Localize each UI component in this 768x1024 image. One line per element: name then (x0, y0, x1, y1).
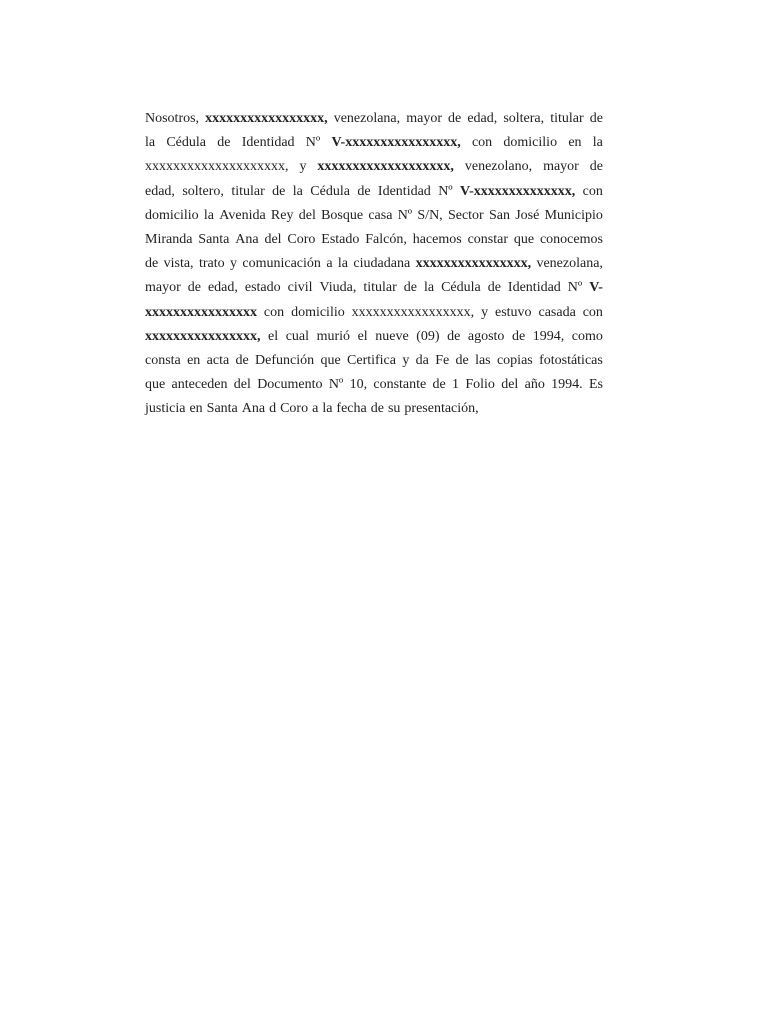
word: Viuda, (319, 280, 357, 296)
word: da (415, 352, 429, 368)
word: cual (285, 328, 310, 344)
word: Rey (270, 207, 294, 223)
word: de (403, 280, 417, 296)
word: mayor (543, 159, 579, 175)
word: Miranda (145, 231, 193, 247)
word: titular (231, 183, 265, 199)
word: Certifica (347, 352, 396, 368)
word: fecha (336, 401, 367, 417)
word: Cédula (166, 135, 206, 151)
word: trato (198, 256, 225, 272)
word: a (326, 256, 333, 272)
word: conocemos (539, 231, 603, 247)
word: xxxxxxxxxxxxxxxxxxx, (317, 159, 454, 175)
word: soltera, (503, 111, 545, 126)
word: Es (588, 377, 603, 393)
word: venezolano, (464, 159, 533, 175)
word: murió (316, 328, 351, 344)
word: V- (589, 280, 603, 296)
word: la (145, 135, 156, 151)
text-line (145, 301, 603, 325)
word: de (447, 328, 461, 344)
word: de (235, 352, 249, 368)
word: Fe (435, 352, 450, 368)
word: justicia (145, 401, 186, 417)
word: venezolana, (333, 111, 401, 126)
word: de (432, 377, 446, 393)
word: Santa (206, 401, 238, 417)
word: casa (368, 207, 393, 223)
word: José (515, 207, 540, 223)
word: con (582, 304, 603, 320)
word: y (402, 352, 410, 368)
word: la (592, 135, 603, 151)
word: en (187, 352, 201, 368)
word: con (263, 304, 285, 320)
text-line (145, 252, 603, 276)
word: 10, (349, 377, 368, 393)
word: Falcón, (365, 231, 407, 247)
word: con (582, 183, 603, 199)
word: Avenida (219, 207, 266, 223)
word: edad, (145, 183, 175, 199)
word: de (357, 183, 371, 199)
word: que (320, 352, 341, 368)
word: de (589, 111, 603, 126)
word: como (571, 328, 603, 344)
word: 1 (452, 377, 460, 393)
text-line (145, 131, 603, 155)
word: Documento (257, 377, 323, 393)
word: las (475, 352, 491, 368)
text-line (145, 107, 603, 131)
word: Nº (567, 280, 583, 296)
text-line (145, 325, 603, 349)
word: ciudadana (353, 256, 411, 272)
word: comunicación (242, 256, 321, 272)
word: domicilio (291, 304, 345, 320)
text-line (145, 373, 603, 397)
word: que (145, 377, 166, 393)
document-body (145, 107, 603, 421)
word: en (189, 401, 203, 417)
word: de (448, 111, 462, 126)
word: 1994, (532, 328, 565, 344)
word: soltero, (182, 183, 224, 199)
word: la (322, 401, 333, 417)
word: Sector (447, 207, 484, 223)
word: de (370, 401, 384, 417)
word: acta (206, 352, 230, 368)
word: del (298, 207, 316, 223)
word: xxxxxxxxxxxxxxxx, (145, 328, 261, 344)
word: Santa (198, 231, 230, 247)
word: Nº (397, 207, 413, 223)
word: de (455, 352, 469, 368)
word: edad, (207, 280, 238, 296)
word: S/N, (417, 207, 443, 223)
word: San (488, 207, 510, 223)
word: Coro (287, 231, 316, 247)
word: de (487, 280, 501, 296)
word: del (264, 231, 282, 247)
word: Cédula (310, 183, 350, 199)
word: consta (145, 352, 181, 368)
word: Identidad (507, 280, 561, 296)
word: la (337, 256, 349, 272)
word: de (217, 135, 231, 151)
word: la (203, 207, 215, 223)
word: Bosque (321, 207, 364, 223)
word: y (230, 256, 237, 272)
word: agosto (467, 328, 505, 344)
word: xxxxxxxxxxxxxxxxx, (351, 304, 475, 320)
word: de (272, 183, 286, 199)
word: d (269, 401, 277, 417)
word: de (589, 159, 603, 175)
word: titular (550, 111, 584, 126)
word: xxxxxxxxxxxxxxxxxxxx, (145, 159, 289, 175)
word: Folio (465, 377, 495, 393)
word: en (568, 135, 582, 151)
word: Nosotros, (145, 111, 200, 126)
word: venezolana, (536, 256, 603, 272)
word: del (501, 377, 519, 393)
word: xxxxxxxxxxxxxxxx (145, 304, 257, 320)
text-line (145, 349, 603, 373)
text-line (145, 228, 603, 252)
word: la (423, 280, 435, 296)
word: vista, (163, 256, 194, 272)
text-line (145, 204, 603, 228)
text-line (145, 155, 603, 179)
word: la (292, 183, 303, 199)
word: (09) (416, 328, 440, 344)
word: copias (496, 352, 533, 368)
word: Coro (280, 401, 309, 417)
word: fotostáticas (539, 352, 603, 368)
word: año (524, 377, 545, 393)
word: Ana (241, 401, 266, 417)
word: Cédula (441, 280, 481, 296)
word: titular (363, 280, 397, 296)
word: Nº (438, 183, 453, 199)
word: domicilio (145, 207, 199, 223)
word: a (312, 401, 319, 417)
word: Defunción (255, 352, 315, 368)
word: Estado (321, 231, 360, 247)
word: el (357, 328, 368, 344)
word: hacemos (412, 231, 462, 247)
word: 1994. (551, 377, 583, 393)
word: de (145, 256, 159, 272)
word: mayor (406, 111, 442, 126)
word: el (268, 328, 279, 344)
word: su (387, 401, 401, 417)
word: anteceden (171, 377, 228, 393)
word: constante (373, 377, 427, 393)
word: presentación, (404, 401, 479, 417)
word: que (513, 231, 535, 247)
word: y (481, 304, 489, 320)
word: con (471, 135, 493, 151)
word: xxxxxxxxxxxxxxxx, (415, 256, 532, 272)
word: casada (538, 304, 576, 320)
word: domicilio (503, 135, 558, 151)
text-line (145, 397, 603, 421)
word: Ana (235, 231, 259, 247)
word: nueve (375, 328, 409, 344)
word: Identidad (377, 183, 431, 199)
word: y (299, 159, 307, 175)
word: V-xxxxxxxxxxxxxxxx, (331, 135, 461, 151)
word: de (187, 280, 201, 296)
word: estado (244, 280, 281, 296)
word: Nº (305, 135, 321, 151)
word: Identidad (241, 135, 295, 151)
word: de (511, 328, 526, 344)
word: estuvo (495, 304, 532, 320)
word: del (233, 377, 251, 393)
word: V-xxxxxxxxxxxxxx, (460, 183, 576, 199)
text-line (145, 276, 603, 300)
word: Nº (328, 377, 344, 393)
word: mayor (145, 280, 181, 296)
word: edad, (467, 111, 498, 126)
word: xxxxxxxxxxxxxxxxx, (205, 111, 328, 126)
text-line (145, 180, 603, 204)
word: constar (467, 231, 508, 247)
word: civil (287, 280, 313, 296)
word: Municipio (544, 207, 603, 223)
